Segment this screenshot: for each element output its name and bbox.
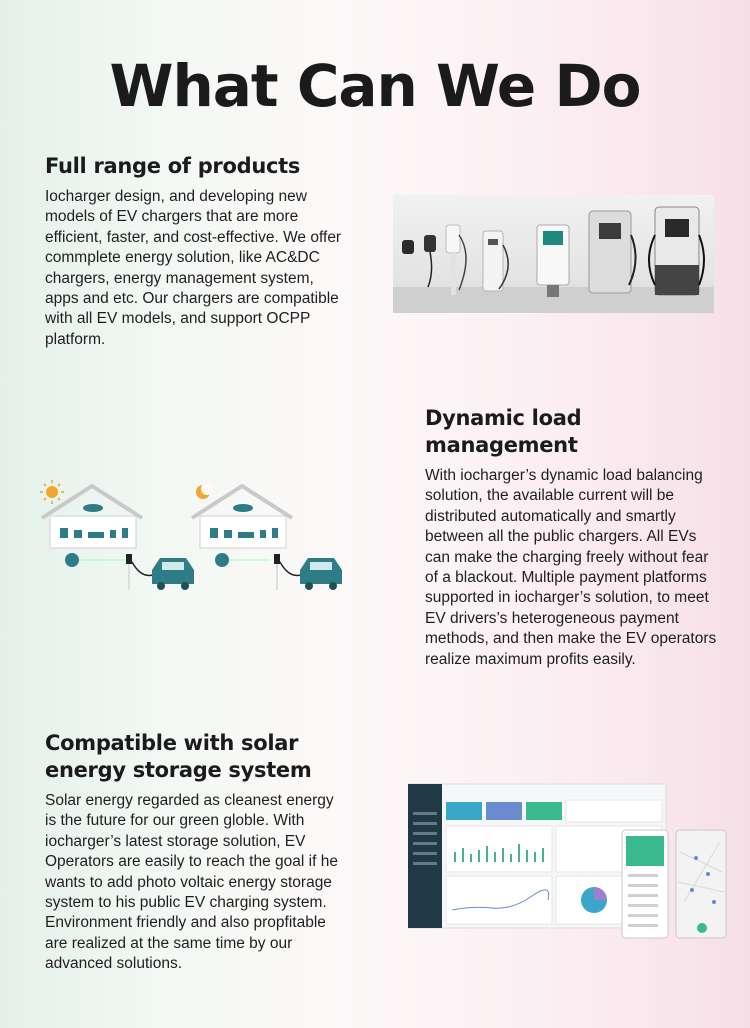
moon-icon — [196, 483, 213, 499]
section-solar-storage — [45, 730, 345, 975]
section-dynamic-load — [425, 405, 725, 670]
section-body: Solar energy regarded as cleanest energy is the future for our green globle. With iocharger’s latest storage solution, EV Operators are easily to reach the goal if he wants to add photo voltaic energy storage system to his public EV charging system. Environment friendly and also propfitable are realized at the same time by our advanced solutions. — [45, 792, 338, 973]
page-title: What Can We Do — [109, 52, 641, 120]
load-balancing-diagram — [38, 478, 343, 596]
dashboard-screens — [408, 782, 730, 942]
sun-icon — [40, 480, 64, 504]
ev-charger-lineup-image — [393, 195, 714, 313]
section-full-range — [45, 153, 345, 350]
car-icon — [300, 558, 342, 590]
section-body: Iocharger design, and developing new models of EV chargers that are more efficient, faster, and cost-effective. We offer commplete energy solution, like AC&DC chargers, energy management system, apps and etc. Our chargers are compatible with all EV models, and support OCPP platform. — [45, 188, 342, 348]
dynamic-load-illustration — [38, 478, 343, 596]
section-heading: Full range of products — [45, 154, 301, 178]
section-heading: Compatible with solar energy storage system — [45, 731, 312, 782]
charger-lineup-illustration — [393, 195, 714, 313]
dashboard-app-illustration — [408, 782, 730, 942]
section-heading: Dynamic load management — [425, 406, 582, 457]
section-body: With iocharger’s dynamic load balancing solution, the available current will be distributed automatically and smartly between all the public chargers. All EVs can make the charging freely without fear of a blackout. Multiple payment platforms supported in iocharger’s solution, to meet EV drivers’s heterogeneous payment methods, and then make the EV operators realize maximum profits easily. — [425, 467, 717, 668]
car-icon — [152, 558, 194, 590]
